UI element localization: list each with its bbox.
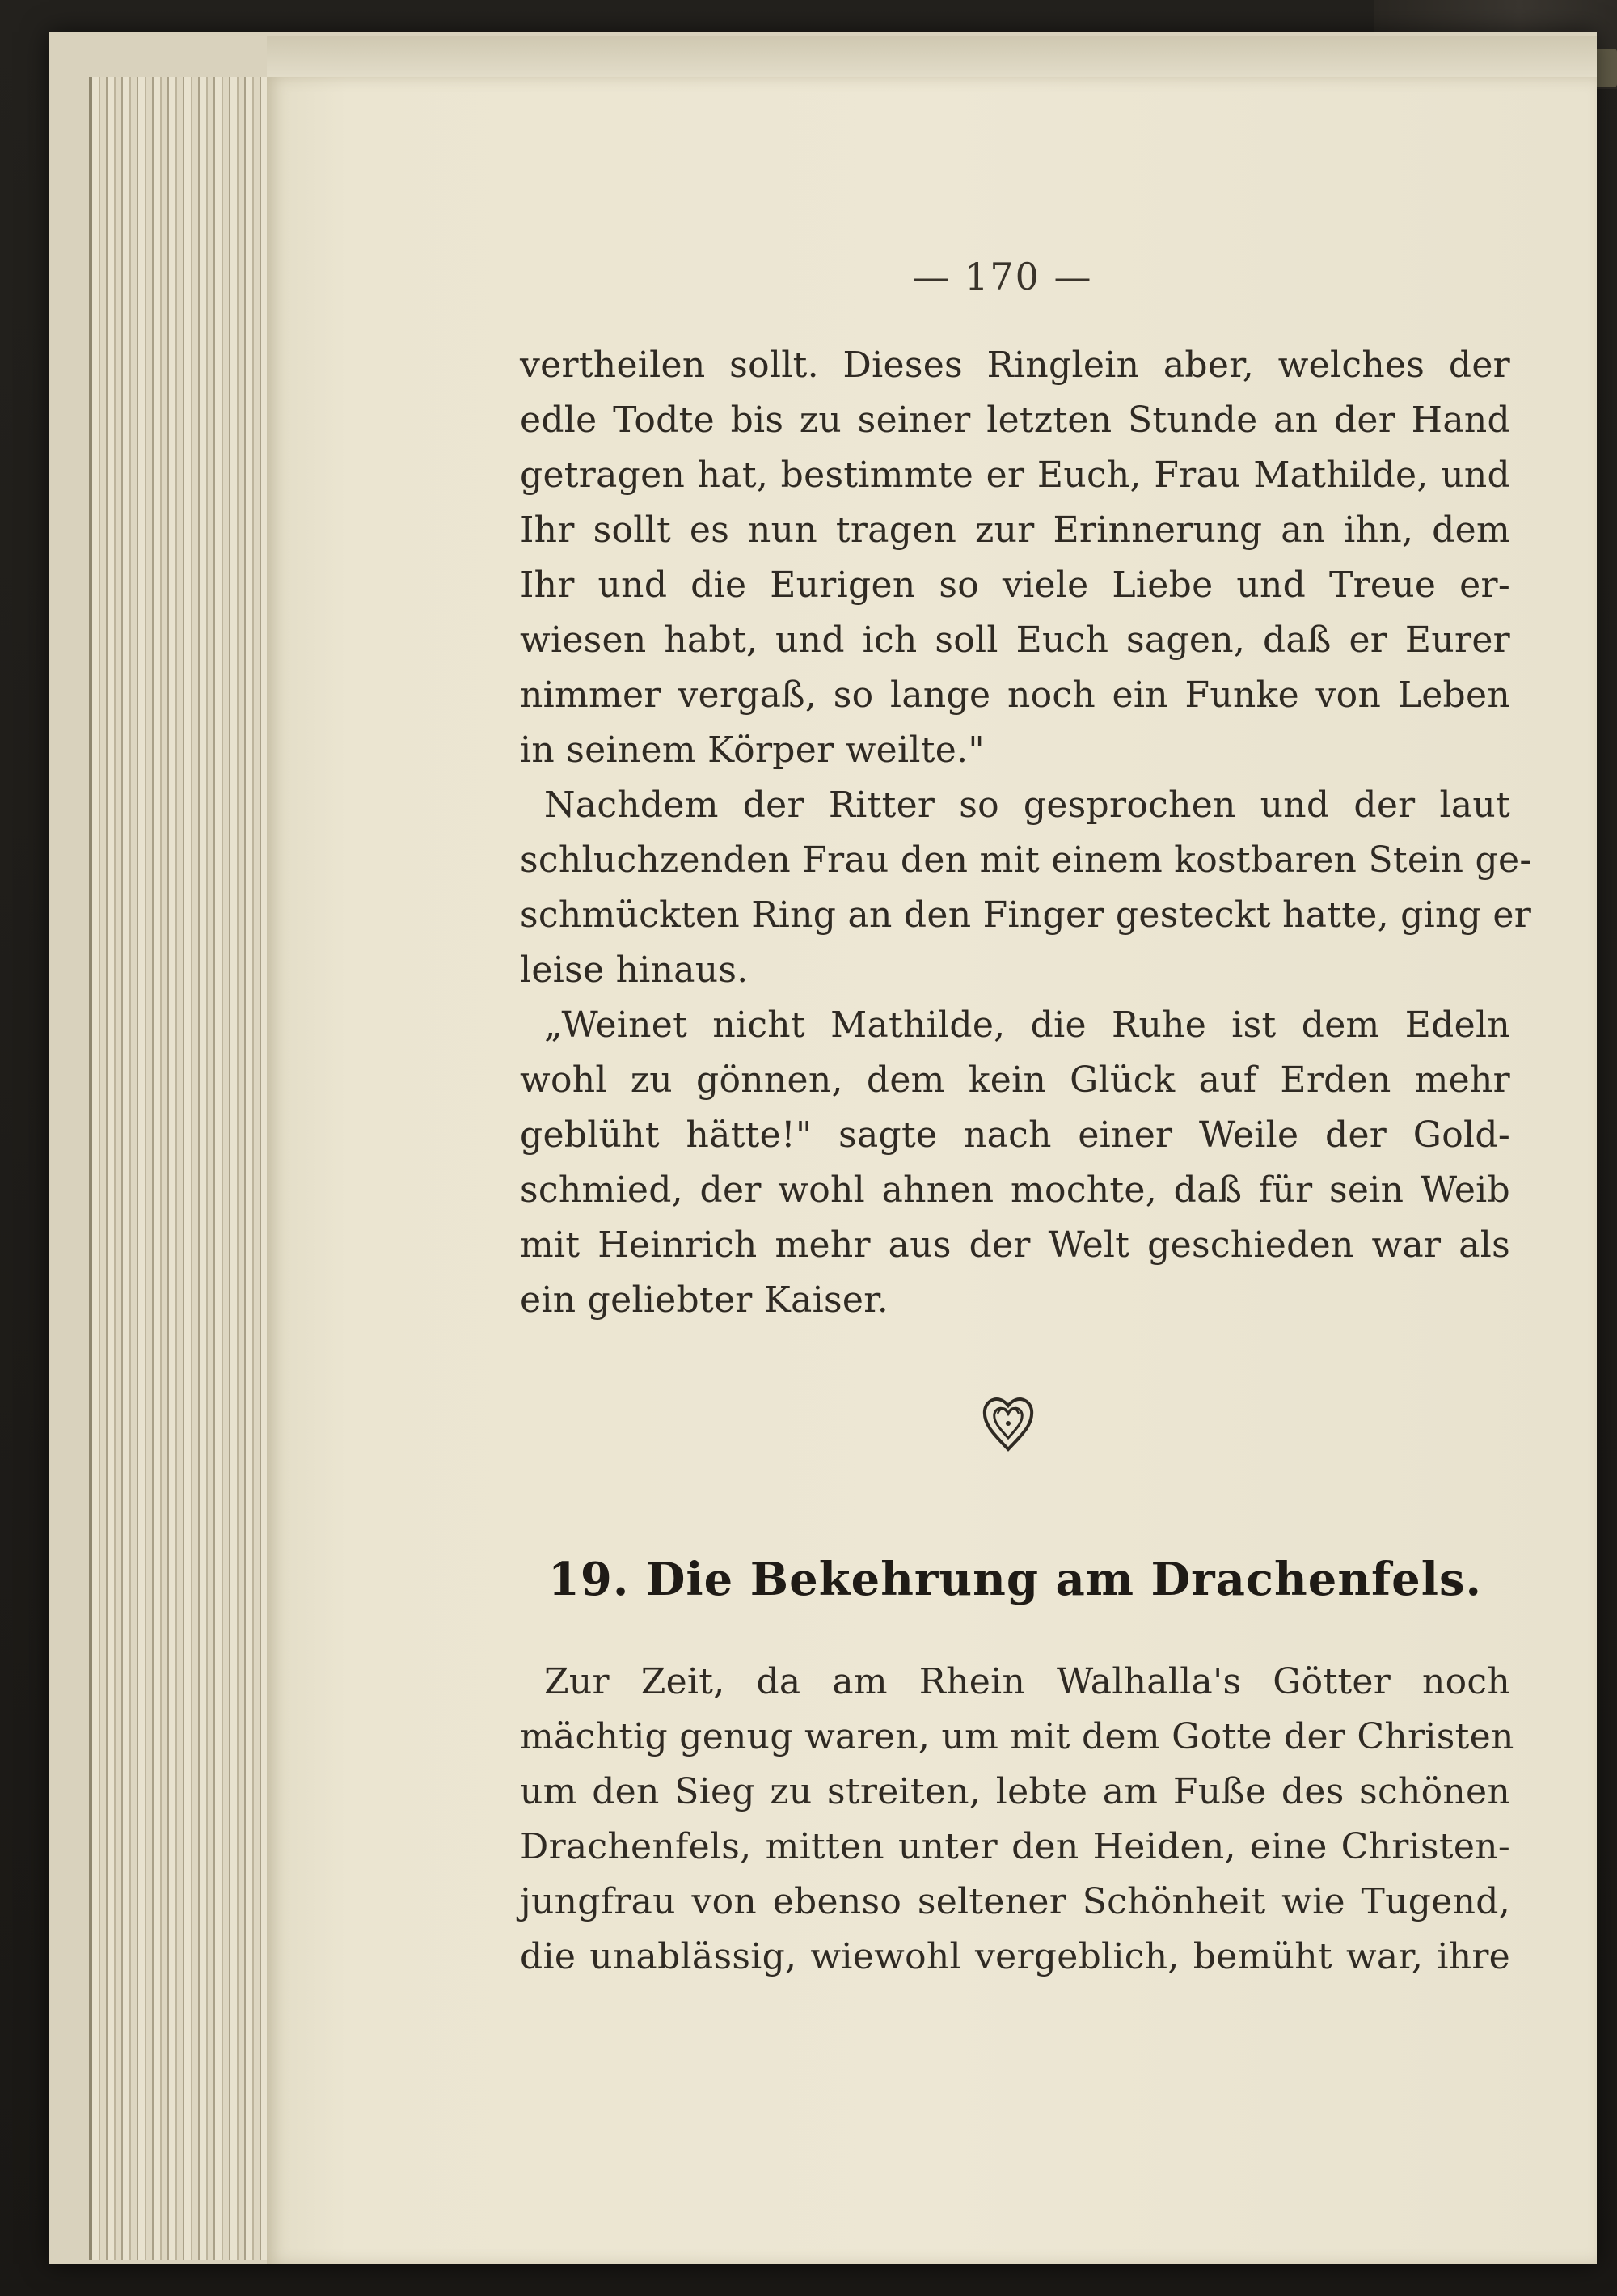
- text-line: geblüht hätte!" sagte nach einer Weile der Gold-: [520, 1114, 1510, 1156]
- text-line: schluchzenden Frau den mit einem kostbaren Stein ge-: [520, 839, 1532, 881]
- text-line: in seinem Körper weilte.": [520, 729, 985, 771]
- paragraph-ritter: [520, 778, 1532, 998]
- text-line: Drachenfels, mitten unter den Heiden, eine Christen-: [520, 1826, 1510, 1867]
- text-line: jungfrau von ebenso seltener Schönheit wie Tugend,: [520, 1881, 1510, 1922]
- text-line: wiesen habt, und ich soll Euch sagen, daß er Eurer: [520, 619, 1510, 661]
- text-line: die unablässig, wiewohl vergeblich, bemüht war, ihre: [520, 1936, 1510, 1977]
- text-line: Nachdem der Ritter so gesprochen und der laut: [544, 784, 1510, 826]
- paragraph-continuation: [520, 338, 1510, 778]
- text-line: nimmer vergaß, so lange noch ein Funke von Leben: [520, 674, 1510, 716]
- text-line: um den Sieg zu streiten, lebte am Fuße des schönen: [520, 1771, 1510, 1812]
- text-line: schmied, der wohl ahnen mochte, daß für sein Weib: [520, 1169, 1510, 1211]
- text-line: edle Todte bis zu seiner letzten Stunde an der Hand: [520, 400, 1510, 441]
- text-line: Zur Zeit, da am Rhein Walhalla's Götter noch: [544, 1661, 1510, 1702]
- page-top-band: [267, 36, 1597, 81]
- text-line: mit Heinrich mehr aus der Welt geschieden war als: [520, 1224, 1510, 1266]
- text-line: vertheilen sollt. Dieses Ringlein aber, welches der: [520, 345, 1510, 386]
- heart-ornament-icon: [980, 1389, 1036, 1454]
- paragraph-goldschmied: [520, 998, 1510, 1328]
- chapter-title: 19. Die Bekehrung am Drachenfels.: [547, 1553, 1483, 1606]
- text-line: ein geliebter Kaiser.: [520, 1279, 889, 1321]
- text-line: leise hinaus.: [520, 949, 749, 991]
- text-line: Ihr und die Eurigen so viele Liebe und Treue er-: [520, 564, 1510, 606]
- page-number: — 170 —: [912, 255, 1093, 298]
- page-edges: [89, 77, 278, 2260]
- text-line: getragen hat, bestimmte er Euch, Frau Mathilde, und: [520, 455, 1510, 496]
- text-line: „Weinet nicht Mathilde, die Ruhe ist dem Edeln: [544, 1004, 1510, 1046]
- paragraph-chapter-start: [520, 1655, 1514, 1985]
- text-line: Ihr sollt es nun tragen zur Erinnerung an ihn, dem: [520, 510, 1510, 551]
- text-line: wohl zu gönnen, dem kein Glück auf Erden mehr: [520, 1059, 1510, 1101]
- text-line: schmückten Ring an den Finger gesteckt hatte, ging er: [520, 894, 1532, 936]
- text-line: mächtig genug waren, um mit dem Gotte der Christen: [520, 1716, 1514, 1757]
